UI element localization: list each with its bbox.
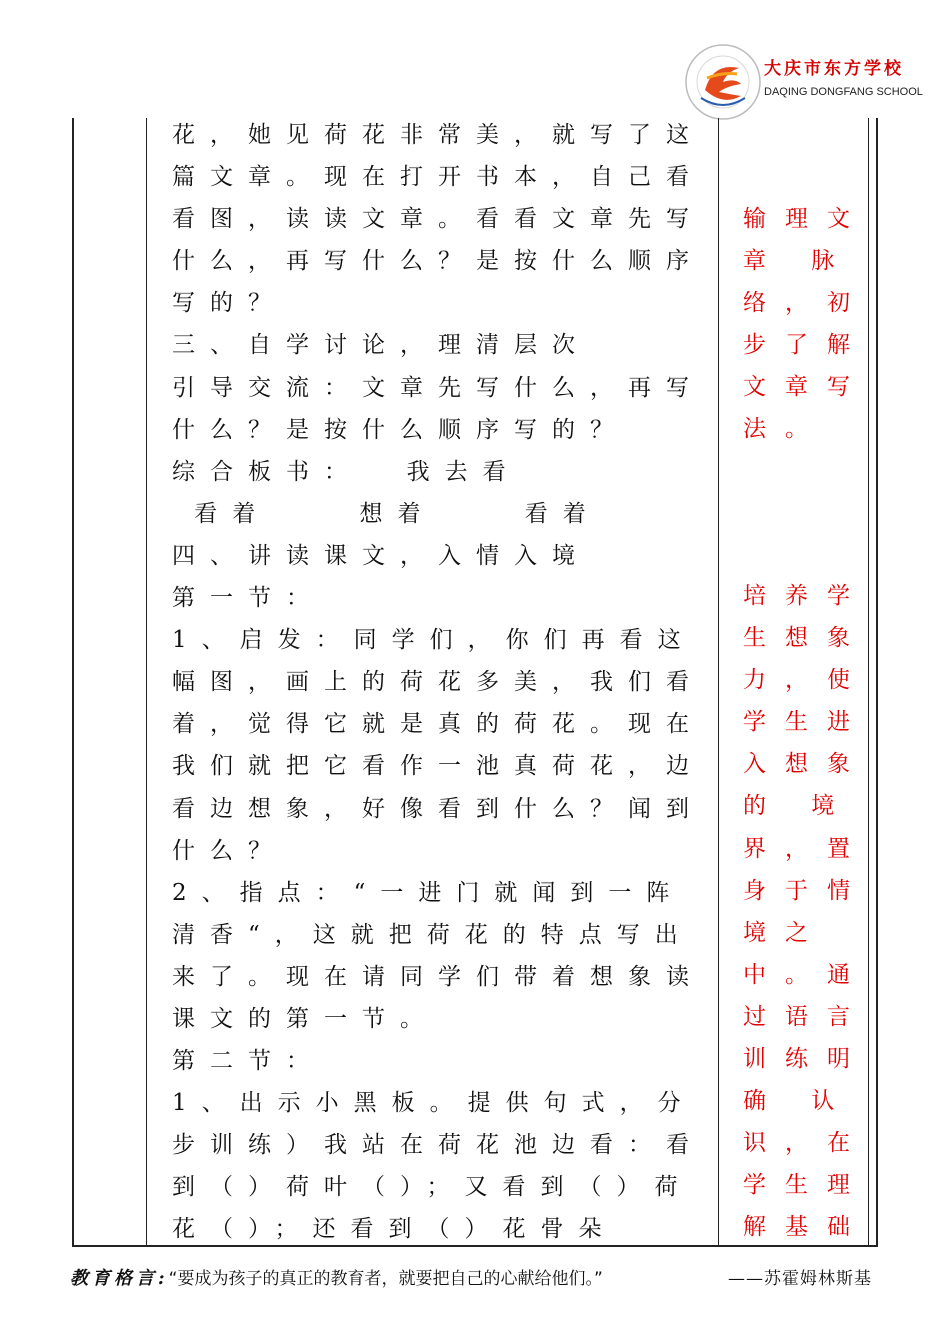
text-line: 解基础 [743, 1214, 869, 1241]
text-line: 确 认 [743, 1088, 854, 1115]
text-line: 步了解 [743, 332, 869, 359]
school-name-block [764, 58, 923, 100]
text-line: 1、启发：同学们，你们再看这 [172, 627, 696, 654]
text-line: 培养学 [743, 583, 869, 609]
text-line: 到（）荷叶（）；又看到（）荷 [172, 1174, 693, 1201]
text-line: 三、自学讨论，理清层次 [172, 332, 590, 359]
text-line: 清香“，这就把荷花的特点写出 [172, 921, 693, 948]
motto-author: ——苏霍姆林斯基 [728, 1269, 872, 1289]
text-line: 篇文章。现在打开书本，自己看 [172, 164, 704, 191]
text-line: 来了。现在请同学们带着想象读 [172, 963, 704, 990]
text-line: 什么？ [172, 837, 286, 864]
text-line: 识，在 [743, 1130, 869, 1157]
text-line: 四、讲读课文，入情入境 [172, 542, 590, 569]
text-line: 看图，读读文章。看看文章先写 [172, 206, 704, 233]
text-line: 界，置 [743, 835, 869, 862]
text-line: 幅图，画上的荷花多美，我们看 [172, 669, 704, 696]
text-line: 章 脉 [743, 248, 854, 275]
text-line: 身于情 [743, 877, 869, 904]
text-line: 法。 [743, 416, 827, 443]
text-line: 入想象 [743, 751, 869, 778]
text-line: 综合板书： 我去看 [172, 458, 521, 485]
text-line: 看着 想着 看着 [172, 500, 601, 527]
text-line: 过语言 [743, 1003, 869, 1030]
text-line: 花（）；还看到（）花骨朵 [172, 1216, 617, 1243]
text-line: 花，她见荷花非常美，就写了这 [172, 122, 704, 148]
text-line: 着，觉得它就是真的荷花。现在 [172, 711, 704, 738]
text-line: 第二节： [172, 1048, 324, 1075]
text-line: 的 境 [743, 793, 854, 820]
text-line: 我们就把它看作一池真荷花，边 [172, 753, 704, 780]
text-line: 什么？是按什么顺序写的？ [172, 416, 628, 443]
school-name: 大庆市东方学校 [764, 59, 904, 79]
text-line: 络，初 [743, 290, 869, 317]
text-line: 第一节： [172, 585, 324, 612]
text-line: 训练明 [743, 1046, 869, 1073]
motto-text: “要成为孩子的真正的教育者，就要把自己的心献给他们。” [168, 1269, 603, 1289]
footer-motto [70, 1264, 880, 1294]
text-line: 输理文 [743, 206, 869, 232]
text-line: 2、指点：“一进门就闻到一阵 [172, 879, 685, 906]
lesson-content [172, 114, 712, 1251]
motto-label: 教育格言: [70, 1268, 169, 1289]
school-logo-emblem-icon [683, 42, 763, 122]
design-note-2 [743, 575, 869, 1249]
text-line: 学生进 [743, 709, 869, 736]
text-line: 文章写 [743, 374, 869, 401]
text-line: 1、出示小黑板。提供句式，分 [172, 1090, 696, 1117]
table-divider [146, 118, 147, 1245]
text-line: 学生理 [743, 1172, 869, 1199]
text-line: 写的？ [172, 290, 286, 317]
school-name-en: DAQING DONGFANG SCHOOL [764, 86, 923, 98]
design-note-1 [743, 198, 869, 451]
table-divider [718, 118, 719, 1245]
text-line: 生想象 [743, 625, 869, 652]
text-line: 什么，再写什么？是按什么顺序 [172, 248, 704, 275]
text-line: 步训练）我站在荷花池边看：看 [172, 1132, 704, 1159]
text-line: 力，使 [743, 667, 869, 694]
text-line: 引导交流：文章先写什么，再写 [172, 374, 704, 401]
text-line: 看边想象，好像看到什么？闻到 [172, 795, 704, 822]
text-line: 境之 [743, 919, 827, 946]
text-line: 中。通 [743, 961, 869, 988]
text-line: 课文的第一节。 [172, 1005, 438, 1032]
